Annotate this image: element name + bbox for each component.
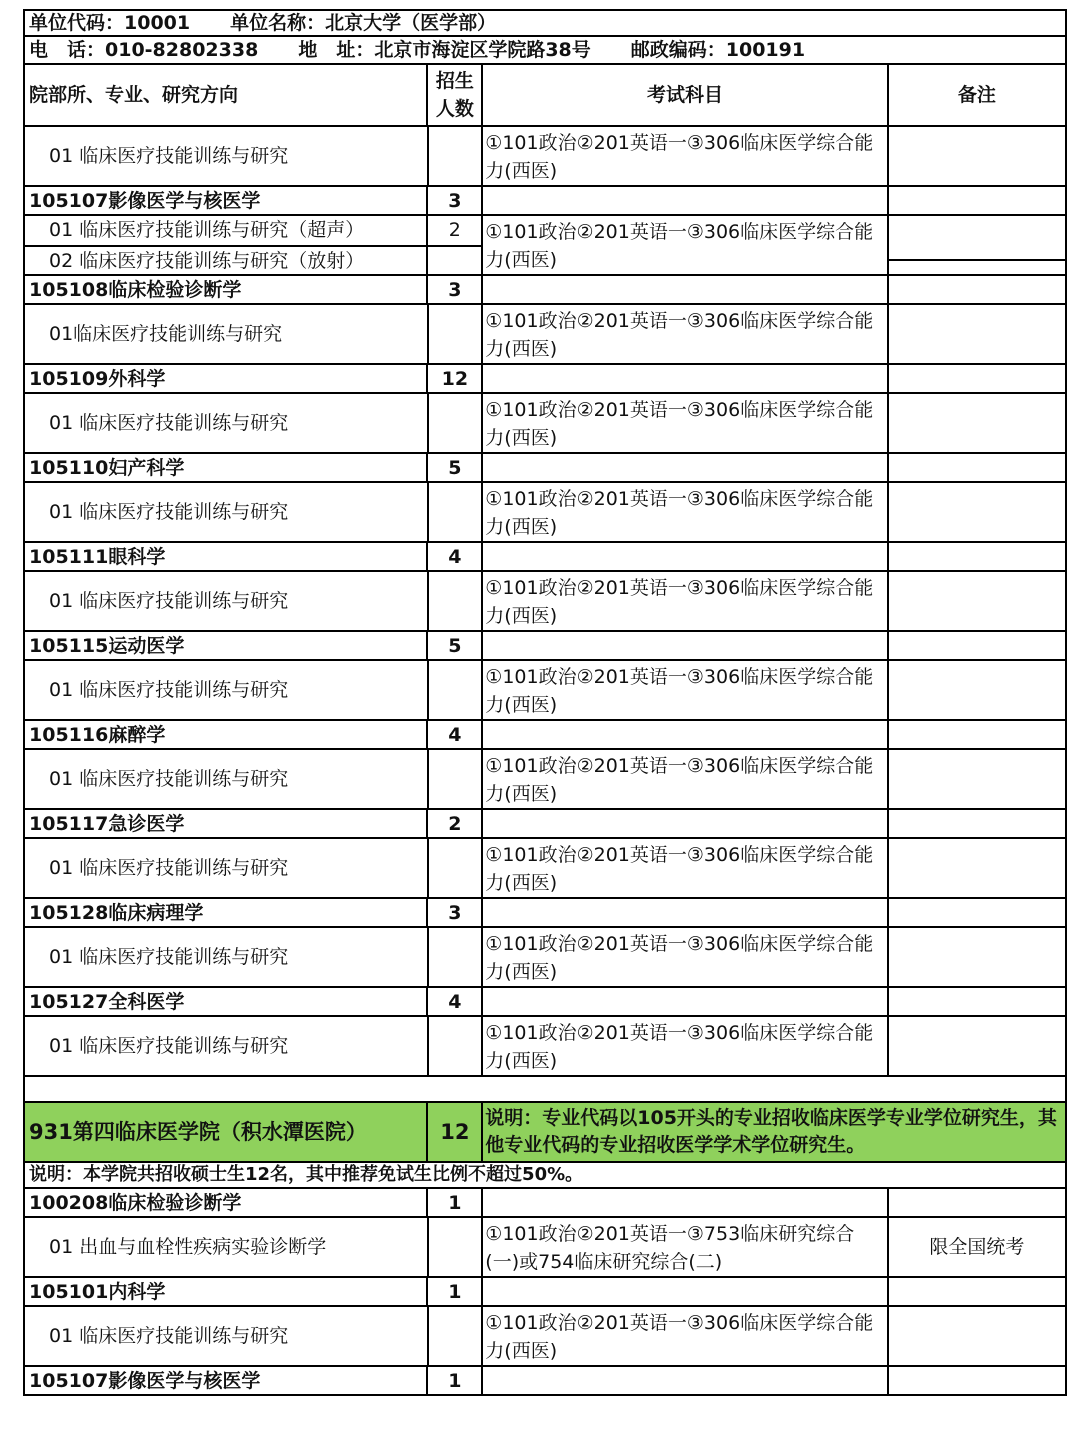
major-name: 105116麻醉学 <box>25 721 428 748</box>
exam-subjects: ①101政治②201英语一③306临床医学综合能力(西医) <box>483 750 888 808</box>
direction-name: 02 临床医疗技能训练与研究（放射） <box>49 250 365 272</box>
direction-name: 01 临床医疗技能训练与研究 <box>25 839 429 897</box>
remark-cell <box>889 1307 1065 1365</box>
table-row <box>23 1367 1067 1396</box>
exam-subjects: ①101政治②201英语一③306临床医学综合能力(西医) <box>483 305 888 363</box>
table-row <box>23 1103 1067 1163</box>
major-name: 105111眼科学 <box>25 543 428 570</box>
major-name: 105108临床检验诊断学 <box>25 276 428 303</box>
unit-name: 单位名称：北京大学（医学部） <box>230 12 497 34</box>
quota: 2 <box>428 810 483 837</box>
col-exam: 考试科目 <box>483 65 888 125</box>
table-body <box>23 127 1067 1396</box>
remark-cell <box>889 572 1065 630</box>
quota: 5 <box>428 454 483 481</box>
table-row <box>23 928 1067 988</box>
major-name: 105109外科学 <box>25 365 428 392</box>
quota: 3 <box>428 187 483 214</box>
direction-name: 01 临床医疗技能训练与研究 <box>25 483 429 541</box>
direction-name: 01 临床医疗技能训练与研究（超声） <box>25 216 426 247</box>
direction-name: 01 临床医疗技能训练与研究 <box>25 1307 429 1365</box>
quota: 4 <box>428 543 483 570</box>
remark-cell <box>889 543 1065 570</box>
exam-cell <box>483 721 888 748</box>
column-header-row <box>23 65 1067 127</box>
major-name: 105115运动医学 <box>25 632 428 659</box>
quota <box>429 1218 484 1276</box>
table-row <box>23 632 1067 661</box>
table-row <box>23 721 1067 750</box>
quota <box>429 1017 484 1075</box>
college-note: 说明：本学院共招收硕士生12名，其中推荐免试生比例不超过50%。 <box>29 1164 584 1185</box>
major-name: 105107影像医学与核医学 <box>25 187 428 214</box>
quota <box>429 394 484 452</box>
table-row <box>23 839 1067 899</box>
direction-name: 01 临床医疗技能训练与研究 <box>25 127 429 185</box>
table-row <box>23 1163 1067 1189</box>
remark-cell <box>889 1367 1065 1394</box>
remark-cell <box>889 750 1065 808</box>
exam-subjects: ①101政治②201英语一③306临床医学综合能力(西医) <box>483 127 888 185</box>
direction-name: 01 临床医疗技能训练与研究 <box>25 572 429 630</box>
col-quota: 招生 人数 <box>428 65 483 125</box>
table-row <box>23 365 1067 394</box>
major-name: 105110妇产科学 <box>25 454 428 481</box>
major-name: 105101内科学 <box>25 1278 428 1305</box>
direction-name: 01 临床医疗技能训练与研究 <box>25 750 429 808</box>
direction-name: 01 临床医疗技能训练与研究 <box>25 394 429 452</box>
remark-cell <box>889 365 1065 392</box>
quota-group <box>428 216 483 274</box>
exam-cell <box>483 1189 888 1216</box>
address: 地 址：北京市海淀区学院路38号 <box>298 39 591 61</box>
exam-cell <box>483 276 888 303</box>
remark-cell <box>889 839 1065 897</box>
quota <box>429 928 484 986</box>
remark-cell <box>889 187 1065 214</box>
exam-cell <box>483 543 888 570</box>
major-name: 105107影像医学与核医学 <box>25 1367 428 1394</box>
remark-cell <box>889 230 1065 261</box>
quota <box>429 305 484 363</box>
quota <box>429 839 484 897</box>
table-row <box>23 750 1067 810</box>
remark-cell <box>889 394 1065 452</box>
direction-name: 01 临床医疗技能训练与研究 <box>25 928 429 986</box>
direction-name: 01 出血与血栓性疾病实验诊断学 <box>25 1218 429 1276</box>
table-row <box>23 661 1067 721</box>
exam-subjects: ①101政治②201英语一③306临床医学综合能力(西医) <box>483 572 888 630</box>
direction-group <box>25 216 428 274</box>
major-name: 100208临床检验诊断学 <box>25 1189 428 1216</box>
exam-subjects: ①101政治②201英语一③753临床研究综合(一)或754临床研究综合(二) <box>483 1218 888 1276</box>
exam-subjects: ①101政治②201英语一③306临床医学综合能力(西医) <box>483 928 888 986</box>
quota: 5 <box>428 632 483 659</box>
table-row <box>23 1218 1067 1278</box>
col-remark: 备注 <box>957 84 996 106</box>
quota <box>429 750 484 808</box>
remark-cell <box>889 305 1065 363</box>
quota <box>429 1307 484 1365</box>
exam-cell <box>483 1367 888 1394</box>
table-row <box>23 276 1067 305</box>
table-row <box>23 127 1067 187</box>
remark-cell <box>889 127 1065 185</box>
remark-cell <box>889 988 1065 1015</box>
remark-cell <box>889 661 1065 719</box>
remark-cell <box>889 276 1065 303</box>
admissions-table <box>23 9 1067 1396</box>
exam-cell <box>483 899 888 926</box>
direction-name: 01临床医疗技能训练与研究 <box>25 305 429 363</box>
header-row-contact <box>23 37 1067 65</box>
table-row <box>23 1307 1067 1367</box>
table-row <box>23 483 1067 543</box>
phone: 电 话：010-82802338 <box>29 39 259 61</box>
unit-code: 单位代码：10001 <box>29 12 191 34</box>
table-row <box>23 1077 1067 1103</box>
quota: 4 <box>428 721 483 748</box>
table-row <box>23 543 1067 572</box>
major-name: 105117急诊医学 <box>25 810 428 837</box>
quota <box>429 572 484 630</box>
exam-subjects: ①101政治②201英语一③306临床医学综合能力(西医) <box>483 1017 888 1075</box>
exam-subjects: ①101政治②201英语一③306临床医学综合能力(西医) <box>483 1307 888 1365</box>
quota: 1 <box>428 1367 483 1394</box>
blank-cell <box>25 1077 1065 1101</box>
col-dept: 院部所、专业、研究方向 <box>25 65 428 125</box>
exam-subjects: ①101政治②201英语一③306临床医学综合能力(西医) <box>483 394 888 452</box>
table-row <box>23 454 1067 483</box>
remark-cell <box>889 721 1065 748</box>
table-row <box>23 394 1067 454</box>
quota <box>429 127 484 185</box>
remark-cell <box>889 632 1065 659</box>
exam-cell <box>483 810 888 837</box>
quota: 4 <box>428 988 483 1015</box>
header-row-unit <box>23 9 1067 37</box>
direction-name: 01 临床医疗技能训练与研究 <box>25 1017 429 1075</box>
remark-cell <box>889 1189 1065 1216</box>
major-name: 105128临床病理学 <box>25 899 428 926</box>
exam-cell <box>483 365 888 392</box>
remark-cell <box>889 1017 1065 1075</box>
exam-subjects: ①101政治②201英语一③306临床医学综合能力(西医) <box>483 216 888 274</box>
major-name: 105127全科医学 <box>25 988 428 1015</box>
remark-cell <box>889 1278 1065 1305</box>
table-row <box>23 187 1067 216</box>
quota: 3 <box>428 276 483 303</box>
exam-subjects: ①101政治②201英语一③306临床医学综合能力(西医) <box>483 483 888 541</box>
quota: 12 <box>428 365 483 392</box>
quota <box>428 247 481 274</box>
table-row <box>23 1189 1067 1218</box>
remark-cell <box>889 483 1065 541</box>
quota: 1 <box>428 1278 483 1305</box>
table-row <box>23 1278 1067 1307</box>
exam-cell <box>483 632 888 659</box>
table-row <box>23 810 1067 839</box>
direction-name: 01 临床医疗技能训练与研究 <box>25 661 429 719</box>
table-row <box>23 305 1067 365</box>
table-row <box>23 988 1067 1017</box>
postcode: 邮政编码：100191 <box>630 39 806 61</box>
quota <box>429 661 484 719</box>
quota: 1 <box>428 1189 483 1216</box>
remark-cell <box>889 810 1065 837</box>
remark-cell <box>889 928 1065 986</box>
exam-cell <box>483 454 888 481</box>
table-row <box>23 1017 1067 1077</box>
quota: 2 <box>428 216 481 247</box>
remark-cell: 限全国统考 <box>929 1236 1025 1258</box>
quota: 3 <box>428 899 483 926</box>
exam-subjects: ①101政治②201英语一③306临床医学综合能力(西医) <box>483 839 888 897</box>
table-row <box>23 899 1067 928</box>
exam-cell <box>483 187 888 214</box>
school-name: 931第四临床医学院（积水潭医院） <box>25 1103 428 1161</box>
remark-cell <box>889 454 1065 481</box>
quota: 12 <box>428 1103 483 1161</box>
table-row <box>23 572 1067 632</box>
quota <box>429 483 484 541</box>
exam-cell <box>483 1278 888 1305</box>
remark-cell <box>889 899 1065 926</box>
exam-subjects: ①101政治②201英语一③306临床医学综合能力(西医) <box>483 661 888 719</box>
school-note: 说明：专业代码以105开头的专业招收临床医学专业学位研究生，其他专业代码的专业招收医学学术学位研究生。 <box>483 1103 1065 1161</box>
remark-group <box>889 216 1065 274</box>
table-row <box>23 216 1067 276</box>
exam-cell <box>483 988 888 1015</box>
